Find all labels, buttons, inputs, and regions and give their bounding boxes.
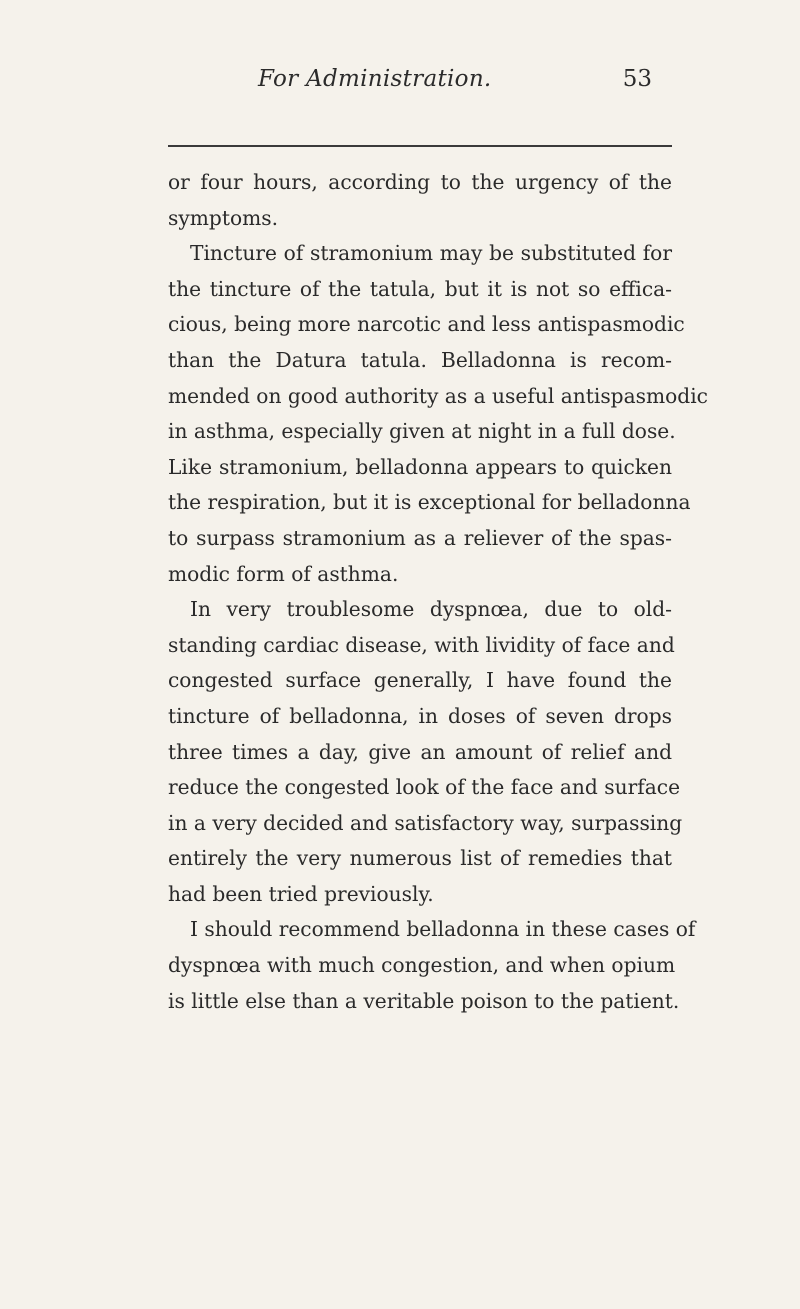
running-title: For Administration.: [258, 66, 492, 92]
text-line: three times a day, give an amount of relief and: [168, 739, 672, 764]
text-line: dyspnœa with much congestion, and when opium: [168, 953, 676, 978]
text-line: Tincture of stramonium may be substituted for: [190, 241, 672, 266]
header-rule: [168, 145, 672, 147]
text-line: in asthma, especially given at night in a full dose.: [168, 419, 676, 444]
text-line: or four hours, according to the urgency of the: [168, 170, 672, 194]
text-line: is little else than a veritable poison to the patient.: [168, 988, 680, 1013]
text-line: had been tried previously.: [168, 881, 434, 906]
text-line: Like stramonium, belladonna appears to quicken: [168, 454, 672, 479]
page-header: [168, 66, 652, 106]
text-line: in a very decided and satisfactory way, surpassing: [168, 810, 683, 835]
text-line: mended on good authority as a useful antispasmodic: [168, 383, 708, 408]
text-line: entirely the very numerous list of remedies that: [168, 846, 672, 871]
text-line: than the Datura tatula. Belladonna is recom-: [168, 347, 672, 372]
text-line: modic form of asthma.: [168, 561, 399, 586]
text-line: cious, being more narcotic and less antispasmodic: [168, 312, 685, 337]
text-line: the respiration, but it is exceptional for belladonna: [168, 490, 691, 515]
body-text: [168, 165, 708, 1019]
text-line: tincture of belladonna, in doses of seven drops: [168, 703, 672, 728]
text-line: to surpass stramonium as a reliever of the spas-: [168, 525, 672, 550]
text-line: the tincture of the tatula, but it is not so effica-: [168, 276, 672, 301]
text-line: I should recommend belladonna in these cases of: [190, 917, 696, 942]
page-number: 53: [622, 66, 652, 92]
text-line: reduce the congested look of the face and surface: [168, 775, 681, 800]
text-line: standing cardiac disease, with lividity of face and: [168, 632, 675, 657]
text-line: congested surface generally, I have found the: [168, 668, 672, 693]
text-line: In very troublesome dyspnœa, due to old-: [190, 597, 672, 622]
text-line: symptoms.: [168, 205, 279, 230]
